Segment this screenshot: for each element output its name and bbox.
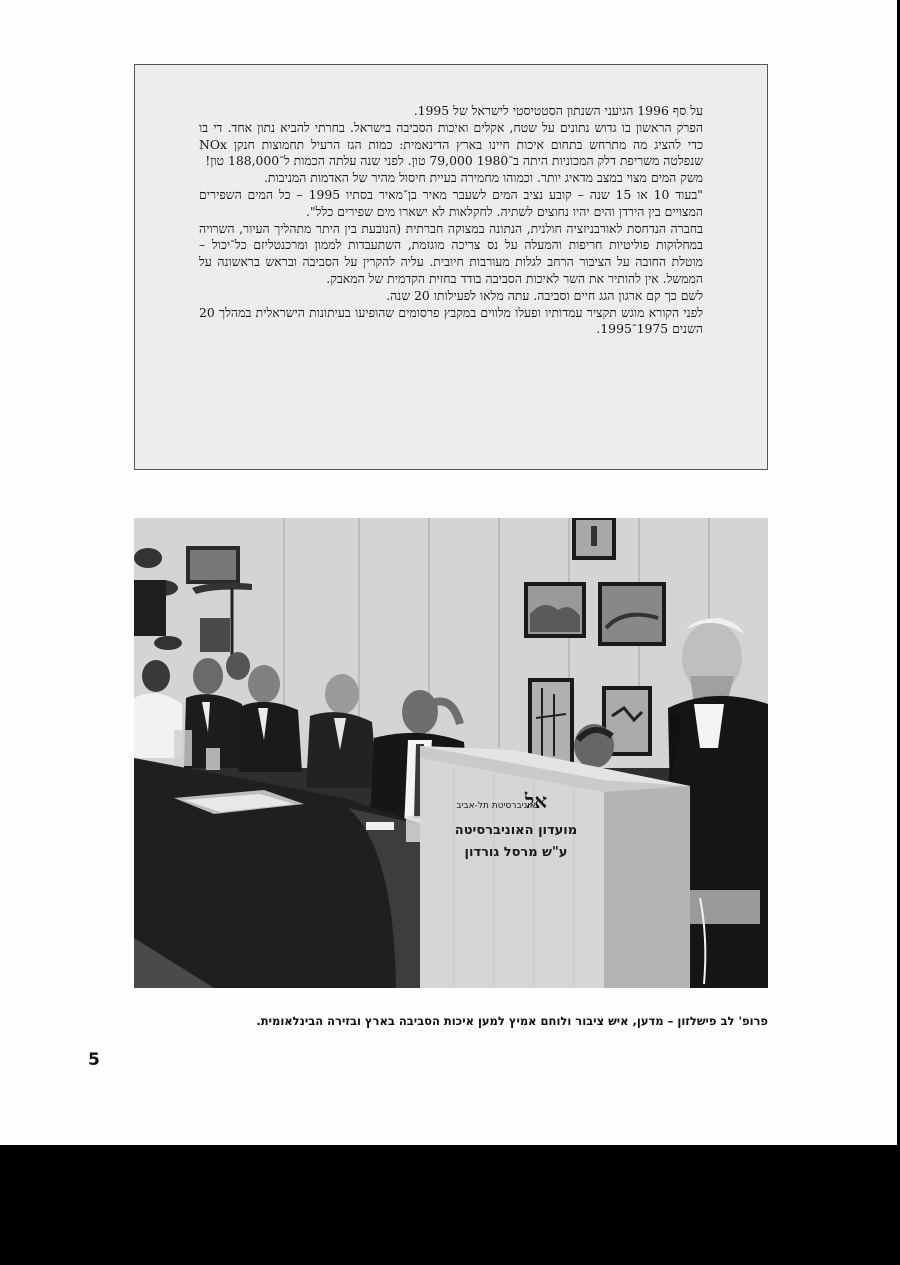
paragraph: בחברה הנדחסת לאורבניזציה חולנית, הנתונה במצוקה חברתית (הנובעת בין היתר מתהליך העיור, השרויה במחלוקות פוליטיות חריפות והמעלה על נס צריכה מוגזמת, השתעבדות לממון ומרכנטליזם כל־יכול – מוטלת החובה על הציבור הרחב לגלות מעורבות חיובית. עליה להקרין על הסביבה ובראש בראשונה על הממשל. אין להותיר את השר לאיכות הסביבה בודד בחזית הקדמית של המאבק. <box>199 220 703 286</box>
paragraph: משק המים מצוי במצב מדאיג יותר. וכמוהו מחמירה בעיית חיסול מהיר של האדמות המניבות. <box>263 170 703 186</box>
podium-line-2: מועדון האוניברסיטה <box>454 823 578 838</box>
podium-logo: אל <box>524 789 548 813</box>
paragraph: "בעוד 10 או 15 שנה – קובע נציב המים לשעבר מאיר בן־מאיר בסתיו 1995 – כל המים השפירים המצויים בין הירדן והים יהיו נחוצים לשתיה. לחקלאות לא ישארו מים שפירים כלל". <box>199 186 704 219</box>
paragraph: לשם כך קם ארגון הגג חיים וסביבה. עתה מלאו לפעילותו 20 שנה. <box>386 287 703 303</box>
paragraph: הפרק הראשון בו גדוש נתונים על שטח, אקלים ואיכות הסביבה בישראל. בחרתי להביא נתון אחד. די בו כדי להציג מה מתרחש בתחום איכות חיינו בארץ הדינאמית: כמות הגז הרעיל תחמוצות חנקן NOx שנפלטה משריפת דלק המכוניות היתה ב־1980 79,000 טון. לפני שנה עלתה הכמות ל־188,000 טון! <box>199 119 703 169</box>
photo-caption: פרופ' לב פישלזון – מדען, איש ציבור ולוחם אמיץ למען איכות הסביבה בארץ ובזירה הבינלאומית. <box>256 1014 768 1028</box>
paragraph: על סף 1996 הגיעני השנתון הסטטיסטי לישראל של 1995. <box>413 103 703 118</box>
scan-border <box>0 1145 900 1265</box>
page-number: 5 <box>88 1050 100 1070</box>
podium-line-1: אוניברסיטת תל-אביב <box>456 801 536 811</box>
text-box <box>134 64 768 470</box>
event-photo <box>134 518 768 988</box>
podium-line-3: ע"ש מרסל גורדון <box>464 845 568 860</box>
paragraph: לפני הקורא מוגש תקציר עמדותיו ופעלו מלווים במקבץ פרסומים שהופיעו בעיתונות הישראלית במהלך 20 השנים 1975־1995. <box>199 304 703 337</box>
